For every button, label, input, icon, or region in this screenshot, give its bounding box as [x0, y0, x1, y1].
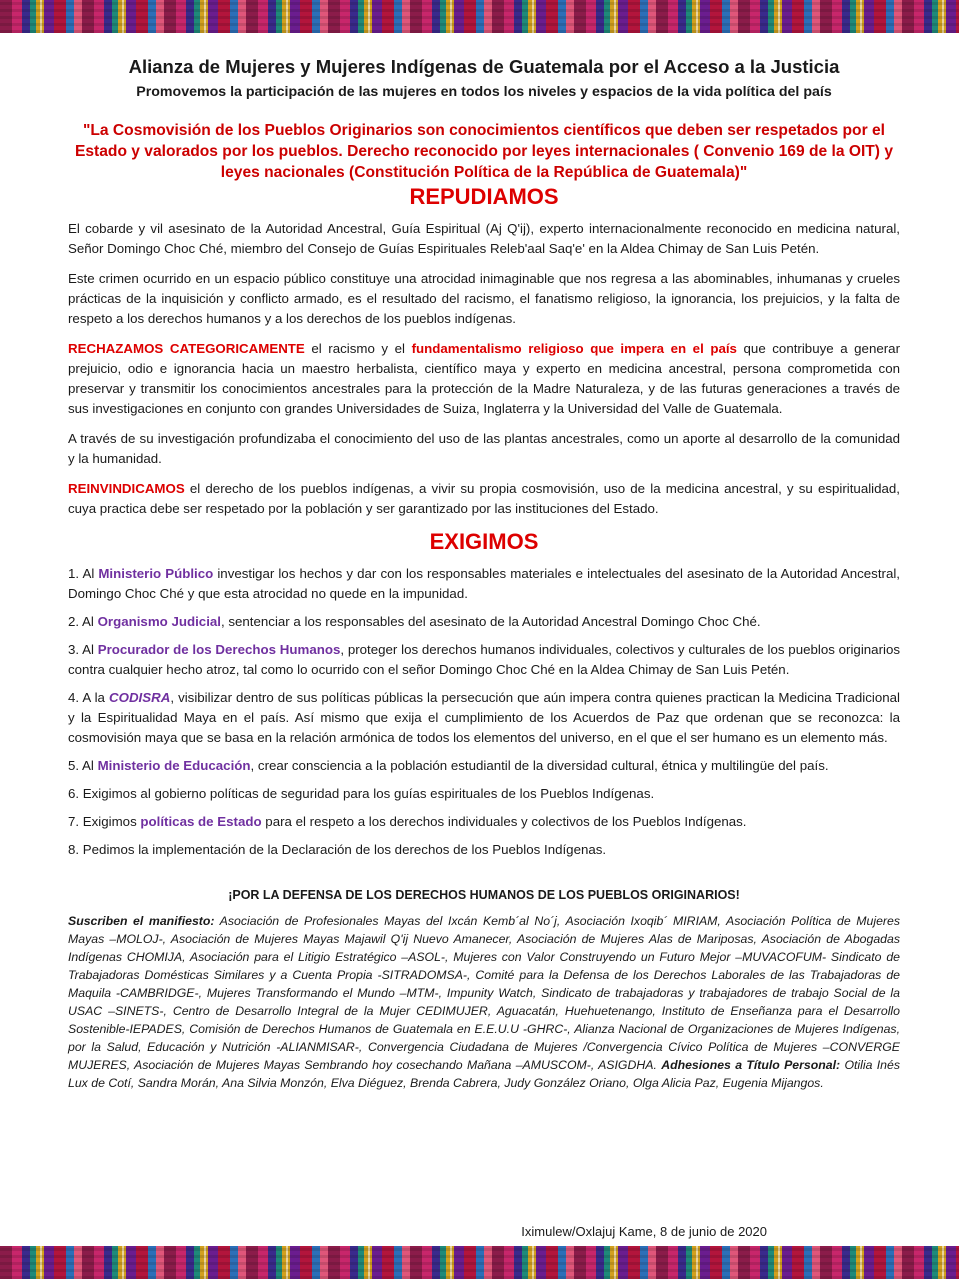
paragraph-1: El cobarde y vil asesinato de la Autoridad Ancestral, Guía Espiritual (Aj Q'ij), experto internacionalmente reconocido en medicina natural, Señor Domingo Choc Ché, miembro del Consejo de Guías Espirituales Releb'aal Saq'e' en la Aldea Chimay de San Luis Petén. [68, 221, 900, 256]
demand-text: 3. Al [68, 642, 98, 657]
demand-text: 7. Exigimos [68, 814, 141, 829]
demand-text: 5. Al [68, 758, 98, 773]
paragraph-3 [68, 339, 900, 419]
paragraph-4: A través de su investigación profundizaba el conocimiento del uso de las plantas ancestrales, como un aporte al desarrollo de la comunidad y la humanidad. [68, 431, 900, 466]
bottom-textile-border [0, 1246, 959, 1279]
demand-text: investigar los hechos y dar con los responsables materiales e intelectuales del asesinato de la Autoridad Ancestral, Domingo Choc Ché y que esta atrocidad no quede en la impunidad. [68, 566, 900, 601]
demand-text: , visibilizar dentro de sus políticas públicas la persecución que aún impera contra quienes practican la Medicina Tradicional y la Espiritualidad Maya en el país. Así mismo que exija el cumplimiento de los Acuerdos de Paz que ordenan que se reconozca: la cosmovisión maya que se basa en la relación armónica de todos los elementos del universo, en el que el ser humano es un elemento más. [68, 690, 900, 745]
paragraph-2: Este crimen ocurrido en un espacio público constituye una atrocidad inimaginable que nos regresa a las abominables, inhumanas y crueles prácticas de la inquisición y conflicto armado, es el resultado del racismo, el fanatismo religioso, la ignorancia, los prejuicios, y la falta de respeto a los derechos humanos y a los derechos de los pueblos indígenas. [68, 271, 900, 326]
signatory-organizations: Asociación de Profesionales Mayas del Ixcán Kemb´al No´j, Asociación Ixoqib´ MIRIAM, Asociación Política de Mujeres Mayas –MOLOJ-, Asociación de Mujeres Mayas Majawil Q'ij Nuevo Amanecer, Asociación de Mujeres Alas de Mariposas, Asociación de Abogadas Indígenas CHOMIJA, Asociación para el Litigio Estratégico –ASOL-, Mujeres con Valor Construyendo un Futuro Mejor –MUVACOFUM- Sindicato de Trabajadoras Domésticas Similares y a Cuenta Propia -SITRADOMSA-, Comité para la Defensa de los Derechos Laborales de las Trabajadoras de Maquila -CAMBRIDGE-, Mujeres Transformando el Mundo –MTM-, Impunity Watch, Sindicato de trabajadoras y trabajadores de trabajo Social de la USAC –SINETS-, Centro de Desarrollo Integral de la Mujer CEDIMUJER, Aguacatán, Huehuetenango, Instituto de Enseñanza para el Desarrollo Sostenible-IEPADES, Comisión de Derechos Humanos de Guatemala en E.E.U.U -GHRC-, Alianza Nacional de Organizaciones de Mujeres Indígenas, por la Salud, Educación y Nutrición -ALIANMISAR-, Convergencia Ciudadana de Mujeres /Convergencia Cívico Política de Mujeres –CONVERGE MUJERES, Asociación de Mujeres Mayas Sembrando hoy cosechando Mañana –AMUSCOM-, ASIGDHA. [68, 914, 901, 1072]
demand-organization: Ministerio Público [98, 566, 214, 581]
demand-item [68, 756, 900, 776]
personal-adhesions: Otilia Inés Lux de Cotí, Sandra Morán, Ana Silvia Monzón, Elva Diéguez, Brenda Cabrera, Judy González Oriano, Olga Alicia Paz, Eugenia Mijangos. [68, 1058, 901, 1090]
demand-text: para el respeto a los derechos individuales y colectivos de los Pueblos Indígenas. [261, 814, 747, 829]
demand-text: 6. Exigimos al gobierno políticas de seguridad para los guías espirituales de los Pueblos Indígenas. [68, 786, 655, 801]
personal-adhesions-label: Adhesiones a Título Personal: [661, 1058, 841, 1072]
demand-text: , crear consciencia a la población estudiantil de la diversidad cultural, étnica y multilingüe del país. [250, 758, 829, 773]
demand-text: , sentenciar a los responsables del asesinato de la Autoridad Ancestral Domingo Choc Ché. [220, 614, 761, 629]
dateline: Iximulew/Oxlajuj Kame, 8 de junio de 2020 [521, 1224, 767, 1239]
closing-slogan: ¡POR LA DEFENSA DE LOS DERECHOS HUMANOS DE LOS PUEBLOS ORIGINARIOS! [228, 888, 740, 902]
demand-organization: políticas de Estado [140, 814, 262, 829]
demand-text: 8. Pedimos la implementación de la Declaración de los derechos de los Pueblos Indígenas. [68, 842, 607, 857]
paragraph-5-rest: el derecho de los pueblos indígenas, a vivir su propia cosmovisión, uso de la medicina ancestral, y su espiritualidad, cuya practica debe ser respetado por la población y ser garantizado por las instituciones del Estado. [68, 481, 900, 516]
page-subtitle: Promovemos la participación de las mujeres en todos los niveles y espacios de la vida política del país [136, 84, 832, 100]
demand-text: 2. Al [68, 614, 98, 629]
demand-organization: Ministerio de Educación [97, 758, 251, 773]
demand-item [68, 784, 900, 804]
demand-item [68, 840, 900, 860]
manifesto-document [68, 56, 900, 1092]
demand-item [68, 564, 900, 604]
demand-item [68, 640, 900, 680]
heading-exigimos: EXIGIMOS [429, 529, 539, 554]
demand-text: , proteger los derechos humanos individuales, colectivos y culturales de los pueblos originarios contra cualquier hecho atroz, tal como lo ocurrido con el señor Domingo Choc Ché en la Aldea Chimay de San Luis Petén. [68, 642, 900, 677]
paragraph-3-rest: que contribuye a generar prejuicio, odio e ignorancia hacia un maestro herbalista, científico maya y experto en medicina ancestral, persona comprometida con preservar y transmitir los conocimientos ancestrales para la protección de la Madre Naturaleza, y de las futuras generaciones a través de sus investigaciones en conjunto con grandes Universidades de Suiza, Inglaterra y la Universidad del Valle de Guatemala. [68, 341, 900, 416]
demand-item [68, 612, 900, 632]
rechazamos-lead: RECHAZAMOS CATEGORICAMENTE [68, 341, 305, 356]
paragraph-3-mid: el racismo y el [304, 341, 412, 356]
signatories-label: Suscriben el manifiesto: [68, 914, 215, 928]
heading-repudiamos: REPUDIAMOS [409, 184, 559, 209]
demand-item [68, 688, 900, 748]
demand-item [68, 812, 900, 832]
paragraph-5 [68, 479, 900, 519]
demand-text: 1. Al [68, 566, 99, 581]
quote: "La Cosmovisión de los Pueblos Originarios son conocimientos científicos que deben ser respetados por el Estado y valorados por los pueblos. Derecho reconocido por leyes internacionales ( Convenio 169 de la OIT) y leyes nacionales (Constitución Política de la República de Guatemala)" [74, 122, 894, 181]
demand-organization: Procurador de los Derechos Humanos [97, 642, 341, 657]
demand-text: 4. A la [68, 690, 109, 705]
demand-organization: Organismo Judicial [97, 614, 221, 629]
reinvindicamos-lead: REINVINDICAMOS [68, 481, 185, 496]
fundamentalismo-emphasis: fundamentalismo religioso que impera en el país [411, 341, 737, 356]
demand-organization: CODISRA [109, 690, 171, 705]
signatories [68, 912, 900, 1092]
top-textile-border [0, 0, 959, 33]
page-title: Alianza de Mujeres y Mujeres Indígenas de Guatemala por el Acceso a la Justicia [128, 56, 840, 77]
